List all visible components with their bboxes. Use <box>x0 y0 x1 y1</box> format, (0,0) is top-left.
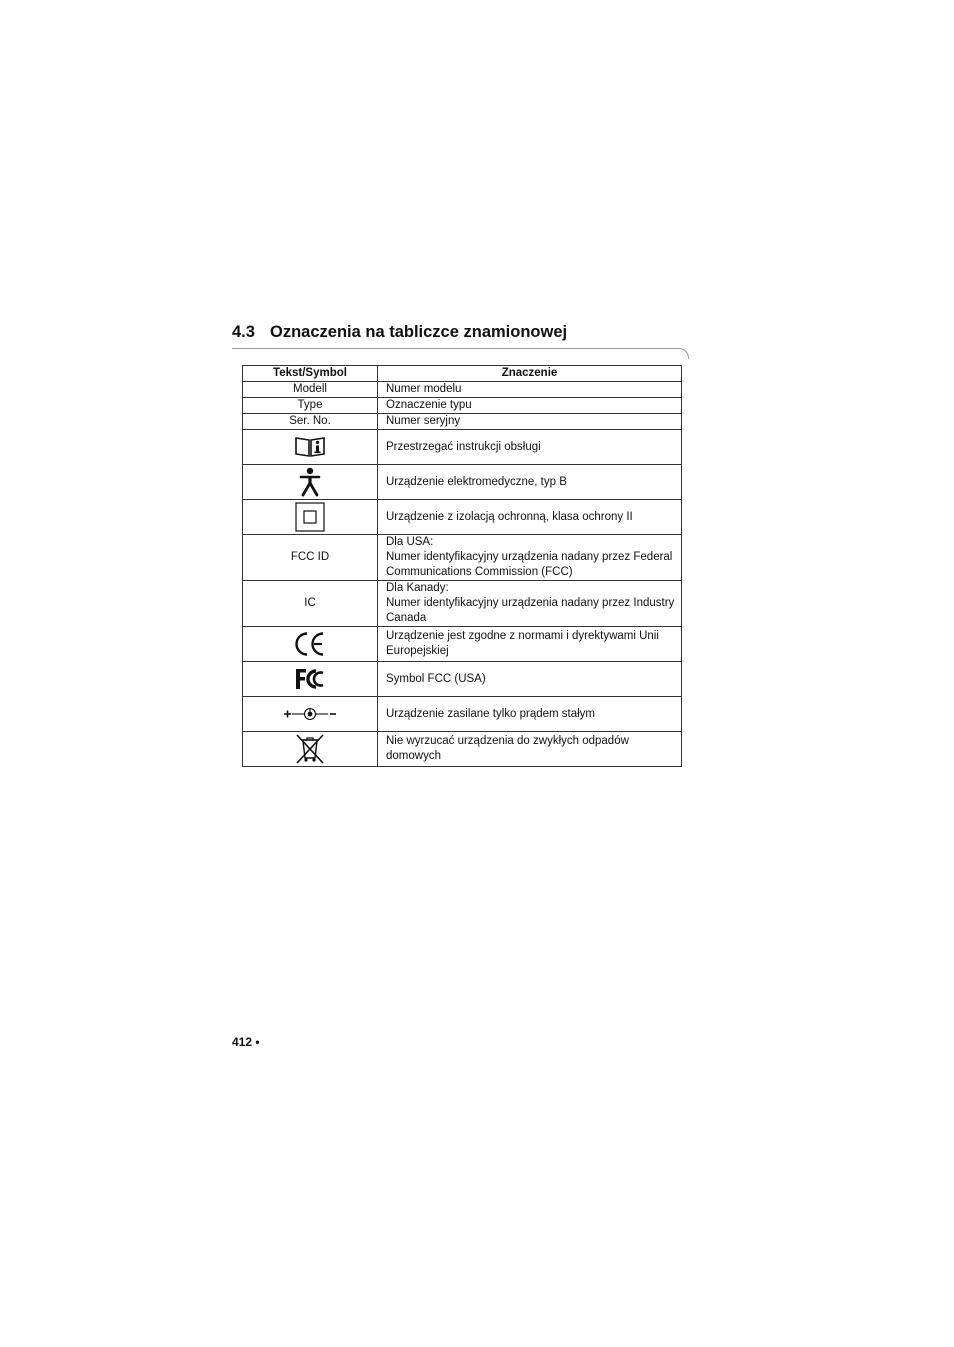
table-row <box>243 500 682 535</box>
symbol-cell <box>243 732 378 767</box>
table-row <box>243 414 682 430</box>
meaning-line: Nie wyrzucać urządzenia do zwykłych odpadów <box>386 735 629 747</box>
meaning-line: Canada <box>386 612 427 624</box>
section-heading <box>232 323 567 342</box>
meaning-cell <box>378 398 682 414</box>
symbol-cell: IC <box>243 581 378 627</box>
table-row <box>243 465 682 500</box>
table-row <box>243 662 682 697</box>
meaning-cell <box>378 697 682 732</box>
meaning-cell <box>378 581 682 627</box>
symbol-cell: Type <box>243 398 378 414</box>
symbol-cell <box>243 697 378 732</box>
meaning-line: Europejskiej <box>386 645 449 657</box>
meaning-line: Symbol FCC (USA) <box>386 672 486 685</box>
section-number: 4.3 <box>232 323 255 341</box>
meaning-cell <box>378 627 682 662</box>
crossed-bin-icon <box>295 733 325 765</box>
meaning-cell <box>378 500 682 535</box>
table-row <box>243 430 682 465</box>
symbol-cell: FCC ID <box>243 535 378 581</box>
meaning-line: Urządzenie z izolacją ochronną, klasa ochrony II <box>386 510 633 523</box>
meaning-line: Dla Kanady: <box>386 582 449 594</box>
meaning-line: Numer modelu <box>386 383 462 395</box>
symbols-table <box>242 365 682 767</box>
table-row <box>243 627 682 662</box>
meaning-cell <box>378 662 682 697</box>
meaning-cell <box>378 430 682 465</box>
manual-info-icon <box>294 436 326 458</box>
meaning-line: Communications Commission (FCC) <box>386 566 573 578</box>
table-row <box>243 382 682 398</box>
meaning-cell <box>378 535 682 581</box>
section-title: Oznaczenia na tabliczce znamionowej <box>270 323 568 341</box>
meaning-line: Urządzenie jest zgodne z normami i dyrektywami Unii <box>386 630 659 642</box>
meaning-line: Oznaczenie typu <box>386 399 472 411</box>
heading-rule-corner <box>676 348 689 359</box>
meaning-line: Urządzenie zasilane tylko prądem stałym <box>386 707 596 720</box>
symbol-cell: Modell <box>243 382 378 398</box>
symbol-cell <box>243 465 378 500</box>
meaning-cell <box>378 465 682 500</box>
symbol-cell <box>243 662 378 697</box>
meaning-line: Numer seryjny <box>386 415 461 427</box>
meaning-line: Urządzenie elektromedyczne, typ B <box>386 475 567 488</box>
dc-polarity-icon <box>283 706 337 722</box>
symbol-cell: Ser. No. <box>243 414 378 430</box>
meaning-cell <box>378 414 682 430</box>
header-meaning: Znaczenie <box>378 366 682 382</box>
meaning-line: Numer identyfikacyjny urządzenia nadany przez Federal <box>386 551 673 563</box>
ce-mark-icon <box>294 631 326 657</box>
table-row <box>243 535 682 581</box>
meaning-line: Dla USA: <box>386 536 434 548</box>
symbol-cell <box>243 627 378 662</box>
class-ii-double-square-icon <box>295 502 325 532</box>
table-row <box>243 398 682 414</box>
type-b-body-icon <box>299 467 321 497</box>
meaning-line: Numer identyfikacyjny urządzenia nadany przez Industry <box>386 597 675 609</box>
symbol-cell <box>243 500 378 535</box>
table-row <box>243 581 682 627</box>
meaning-line: Przestrzegać instrukcji obsługi <box>386 440 541 453</box>
meaning-cell <box>378 732 682 767</box>
fcc-logo-icon <box>294 667 326 691</box>
table-header-row <box>243 366 682 382</box>
symbol-cell <box>243 430 378 465</box>
meaning-line: domowych <box>386 750 441 762</box>
page-number: 412 • <box>232 1035 260 1049</box>
table-row <box>243 732 682 767</box>
heading-rule <box>232 348 680 349</box>
header-text-symbol: Tekst/Symbol <box>243 366 378 382</box>
meaning-cell <box>378 382 682 398</box>
table-row <box>243 697 682 732</box>
